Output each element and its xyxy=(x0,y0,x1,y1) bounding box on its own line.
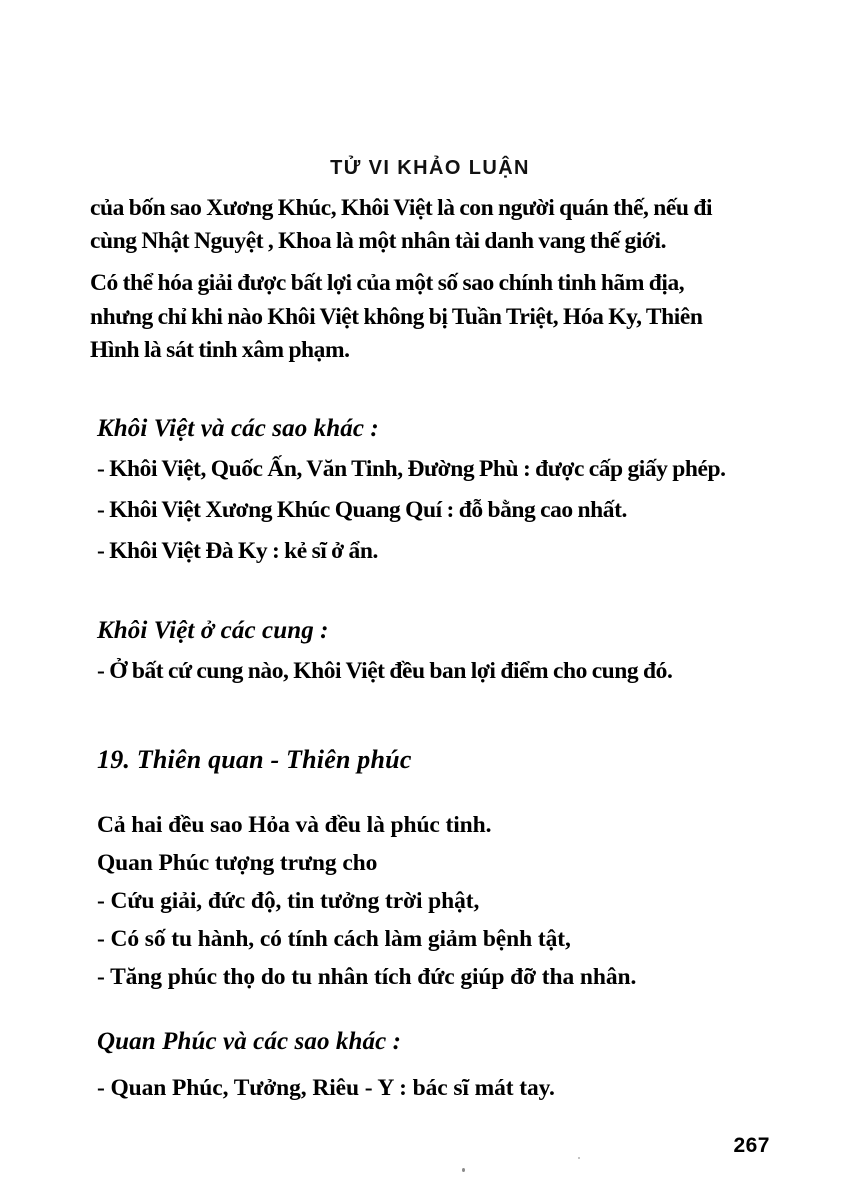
scan-speck xyxy=(578,1157,580,1159)
list-item: - Có số tu hành, có tính cách làm giảm bệnh tật, xyxy=(97,925,571,952)
spacer xyxy=(90,1058,738,1072)
spacer xyxy=(90,569,738,615)
body-line: Cả hai đều sao Hỏa và đều là phúc tinh. xyxy=(97,811,492,838)
spacer xyxy=(90,445,738,453)
list-item: - Tăng phúc thọ do tu nhân tích đức giúp đỡ tha nhân. xyxy=(97,963,637,990)
section-heading-19-thien-quan-thien-phuc: 19. Thiên quan - Thiên phúc xyxy=(97,744,412,774)
spacer xyxy=(90,367,738,413)
spacer xyxy=(90,996,738,1026)
paragraph-2: Có thể hóa giải được bất lợi của một số sao chính tinh hãm địa, nhưng chỉ khi nào Khôi Việt không bị Tuần Triệt, Hóa Ky, Thiên Hình là sát tinh xâm phạm. xyxy=(90,270,703,363)
section-heading-khoi-viet-o-cac-cung: Khôi Việt ở các cung : xyxy=(97,616,329,644)
list-item: - Quan Phúc, Tưởng, Riêu - Y : bác sĩ mát tay. xyxy=(97,1074,555,1101)
list-item: - Khôi Việt, Quốc Ấn, Văn Tinh, Đường Phù : được cấp giấy phép. xyxy=(97,456,726,483)
list-item: - Khôi Việt Xương Khúc Quang Quí : đỗ bằng cao nhất. xyxy=(97,497,627,524)
spacer xyxy=(90,776,738,806)
list-item: - Cứu giải, đức độ, tin tưởng trời phật, xyxy=(97,887,480,914)
page-number: 267 xyxy=(733,1134,770,1157)
section-heading-quan-phuc-va-cac-sao-khac: Quan Phúc và các sao khác : xyxy=(97,1027,402,1055)
spacer xyxy=(90,527,738,535)
list-item: - Ở bất cứ cung nào, Khôi Việt đều ban lợi điểm cho cung đó. xyxy=(97,657,673,684)
section-heading-khoi-viet-va-cac-sao-khac: Khôi Việt và các sao khác : xyxy=(97,415,379,443)
spacer xyxy=(90,486,738,494)
paragraph-1: của bốn sao Xương Khúc, Khôi Việt là con người quán thế, nếu đi cùng Nhật Nguyệt , Khoa là một nhân tài danh vang thế giới. xyxy=(90,195,713,255)
text-column xyxy=(90,192,738,1105)
body-line: Quan Phúc tượng trưng cho xyxy=(97,849,378,876)
spacer xyxy=(90,688,738,744)
list-item: - Khôi Việt Đà Ky : kẻ sĩ ở ẩn. xyxy=(97,538,378,565)
running-head: TỬ VI KHẢO LUẬN xyxy=(330,157,530,179)
spacer xyxy=(90,647,738,655)
scan-speck xyxy=(462,1168,465,1172)
